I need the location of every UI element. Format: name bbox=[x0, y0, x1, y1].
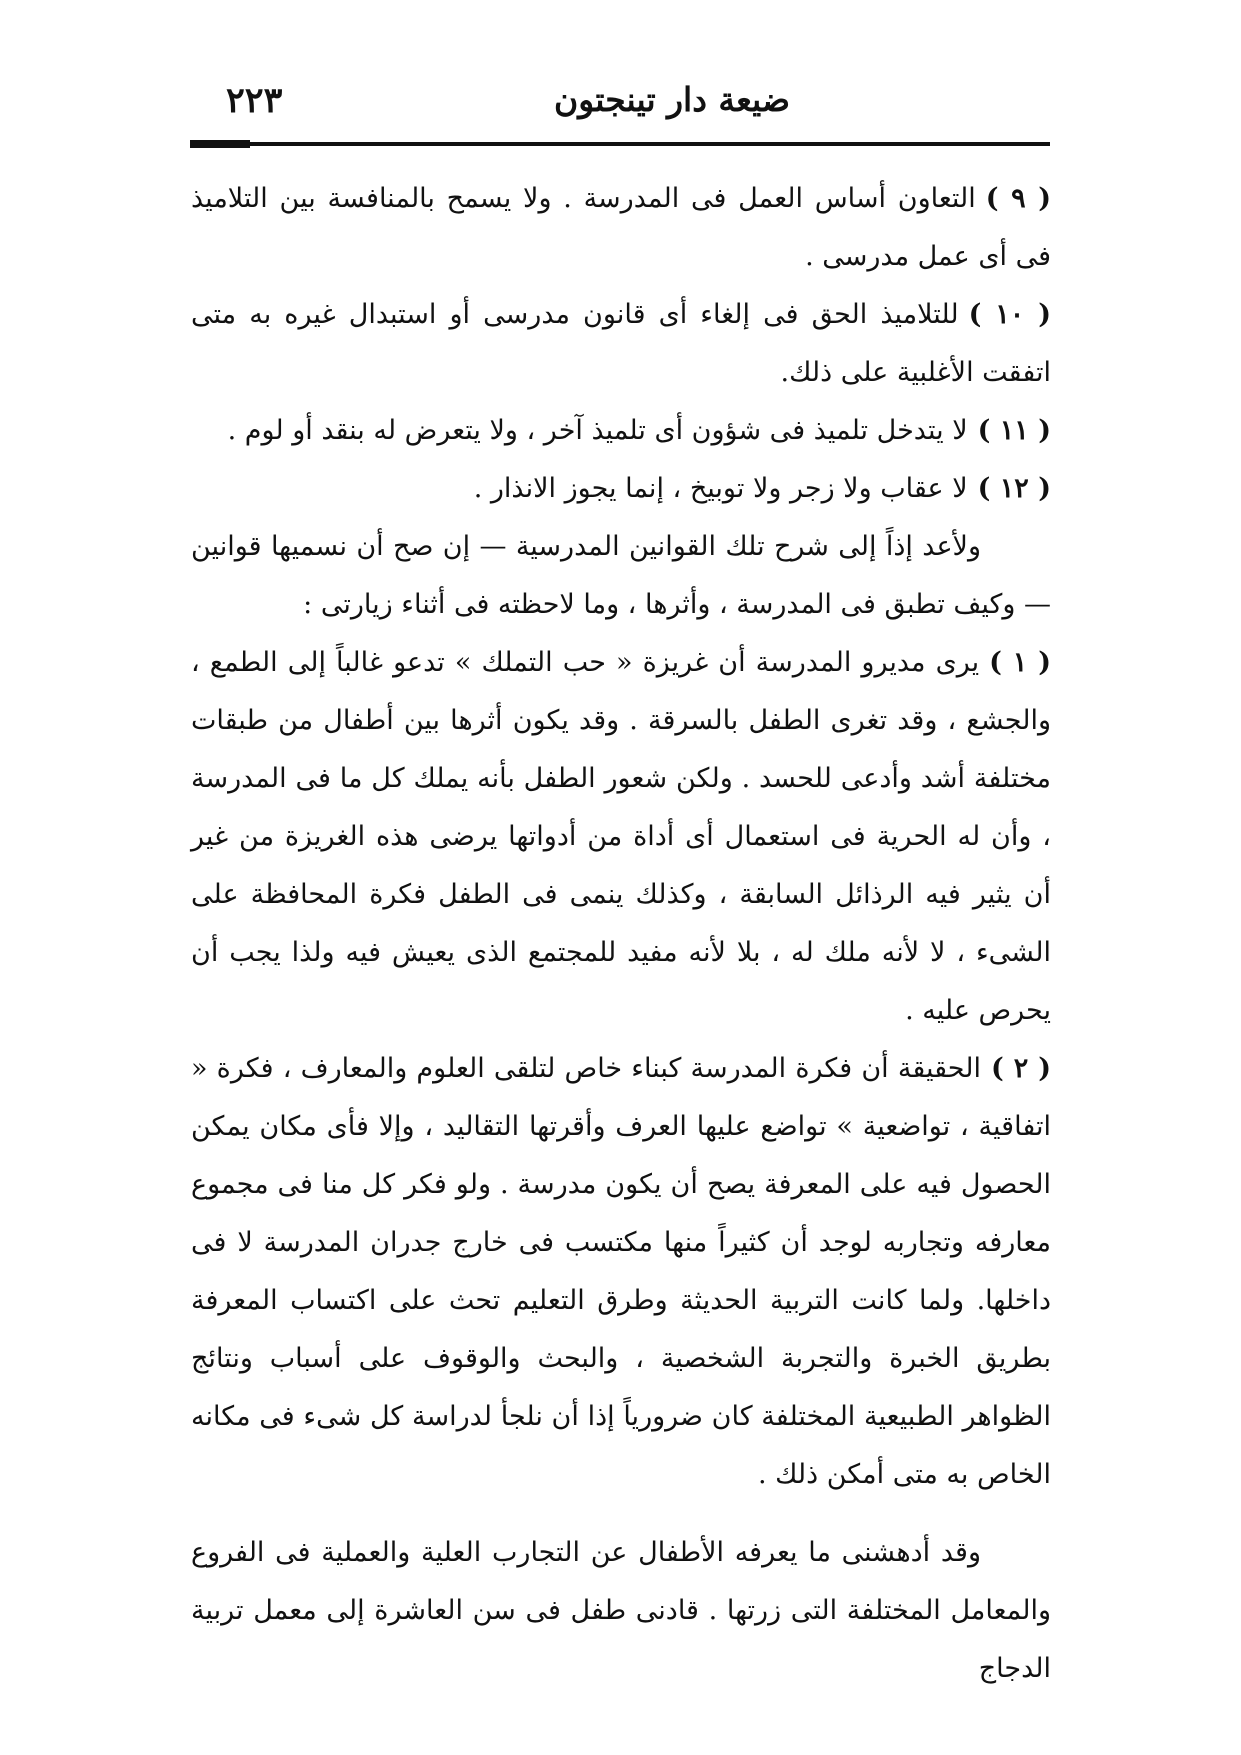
item-number: ( ١١ ) bbox=[977, 415, 1051, 446]
item-number: ( ١٠ ) bbox=[968, 299, 1051, 330]
item-text: يرى مديرو المدرسة أن غريزة « حب التملك » تدعو غالباً إلى الطمع ، والجشع ، وقد تغرى الطفل بالسرقة . وقد يكون أثرها بين أطفال من طبقات مختلفة أشد وأدعى للحسد . ولكن شعور الطفل بأنه يملك كل ما فى المدرسة ، وأن له الحرية فى استعمال أى أداة من أدواتها يرضى هذه الغريزة من غير أن يثير فيه الرذائل السابقة ، وكذلك ينمى فى الطفل فكرة المحافظة على الشىء ، لا لأنه ملك له ، بلا لأنه مفيد للمجتمع الذى يعيش فيه ولذا يجب أن يحرص عليه . bbox=[191, 647, 1051, 1026]
item-text: للتلاميذ الحق فى إلغاء أى قانون مدرسى أو استبدال غيره به متى اتفقت الأغلبية على ذلك. bbox=[191, 299, 1051, 388]
rule-item bbox=[191, 402, 1051, 460]
rule-item bbox=[191, 170, 1051, 286]
rule-item bbox=[191, 460, 1051, 518]
running-title: ضيعة دار تينجتون bbox=[553, 80, 790, 119]
page-number: ٢٢٣ bbox=[226, 80, 283, 121]
item-text: الحقيقة أن فكرة المدرسة كبناء خاص لتلقى العلوم والمعارف ، فكرة « اتفاقية ، تواضعية » تواضع عليها العرف وأقرتها التقاليد ، وإلا فأى مكان يمكن الحصول فيه على المعرفة يصح أن يكون مدرسة . ولو فكر كل منا فى مجموع معارفه وتجاربه لوجد أن كثيراً منها مكتسب فى خارج جدران المدرسة لا فى داخلها. ولما كانت التربية الحديثة وطرق التعليم تحث على اكتساب المعرفة بطريق الخبرة والتجربة الشخصية ، والبحث والوقوف على أسباب ونتائج الظواهر الطبيعية المختلفة كان ضرورياً إذا أن نلجأ لدراسة كل شىء فى مكانه الخاص به متى أمكن ذلك . bbox=[191, 1053, 1051, 1490]
item-number: ( ٩ ) bbox=[985, 183, 1052, 214]
item-number: ( ١٢ ) bbox=[977, 473, 1051, 504]
item-text: لا يتدخل تلميذ فى شؤون أى تلميذ آخر ، ولا يتعرض له بنقد أو لوم . bbox=[227, 415, 968, 446]
closing-paragraph: وقد أدهشنى ما يعرفه الأطفال عن التجارب العلية والعملية فى الفروع والمعامل المختلفة التى زرتها . قادنى طفل فى سن العاشرة إلى معمل تربية الدجاج bbox=[191, 1537, 1051, 1684]
point-item bbox=[191, 634, 1051, 1040]
intro-paragraph: ولأعد إذاً إلى شرح تلك القوانين المدرسية — إن صح أن نسميها قوانين — وكيف تطبق فى المدرسة ، وأثرها ، وما لاحظته فى أثناء زيارتى : bbox=[191, 531, 1051, 620]
item-text: التعاون أساس العمل فى المدرسة . ولا يسمح بالمنافسة بين التلاميذ فى أى عمل مدرسى . bbox=[191, 183, 1051, 272]
page-header bbox=[210, 80, 1050, 130]
rule-item bbox=[191, 286, 1051, 402]
item-number: ( ٢ ) bbox=[990, 1053, 1051, 1084]
item-text: لا عقاب ولا زجر ولا توبيخ ، إنما يجوز الانذار . bbox=[473, 473, 968, 504]
item-number: ( ١ ) bbox=[989, 647, 1051, 678]
page-body bbox=[191, 170, 1051, 1698]
header-rule bbox=[190, 142, 1050, 146]
point-item bbox=[191, 1040, 1051, 1504]
